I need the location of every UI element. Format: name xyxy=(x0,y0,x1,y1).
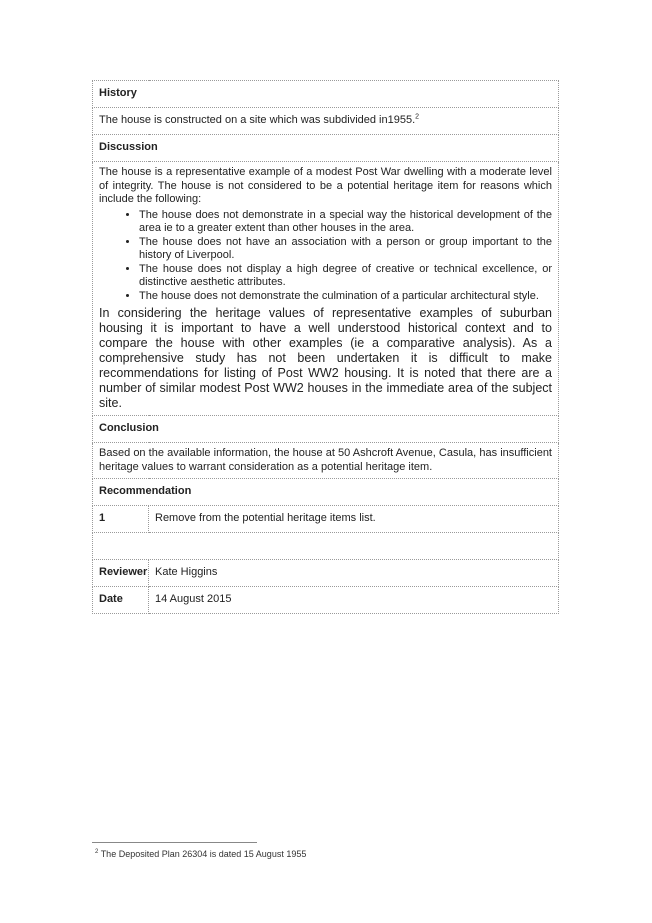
footnote-marker: 2 xyxy=(95,849,99,855)
recommendation-number: 1 xyxy=(93,506,149,533)
discussion-closing: In considering the heritage values of representative examples of suburban housing it is important to have a well understood historical context and to compare the house with other examples (ie a comparative analysis). As a comprehensive study has not been undertaken it is difficult to make recommendations for listing of Post WW2 housing. It is noted that there are a number of similar modest Post WW2 houses in the immediate area of the subject site. xyxy=(99,306,552,410)
conclusion-heading: Conclusion xyxy=(93,416,559,443)
discussion-heading: Discussion xyxy=(93,135,559,162)
footnote-reference: 2 xyxy=(415,113,420,121)
history-heading: History xyxy=(93,81,559,108)
date-row xyxy=(93,587,559,614)
footnote-text: The Deposited Plan 26304 is dated 15 August 1955 xyxy=(100,849,307,859)
list-item: • The house does not have an association with a person or group important to the history of Liverpool. xyxy=(139,236,552,263)
conclusion-text: Based on the available information, the house at 50 Ashcroft Avenue, Casula, has insufficient heritage values to warrant consideration as a potential heritage item. xyxy=(93,443,559,479)
discussion-cell xyxy=(93,162,559,416)
conclusion-heading-row xyxy=(93,416,559,443)
list-item: • The house does not demonstrate the culmination of a particular architectural style. xyxy=(139,290,552,304)
date-value: 14 August 2015 xyxy=(149,587,559,614)
discussion-heading-row xyxy=(93,135,559,162)
spacer-row xyxy=(93,533,559,560)
reviewer-row xyxy=(93,560,559,587)
heritage-assessment-table xyxy=(92,80,559,614)
footnote-separator xyxy=(92,842,257,843)
list-item: • The house does not demonstrate in a special way the historical development of the area ie to a greater extent than other houses in the area. xyxy=(139,209,552,236)
conclusion-row xyxy=(93,443,559,479)
history-cell xyxy=(93,108,559,135)
date-label: Date xyxy=(93,587,149,614)
discussion-bullet-list xyxy=(99,209,552,304)
recommendation-heading: Recommendation xyxy=(93,479,559,506)
recommendation-text: Remove from the potential heritage items list. xyxy=(149,506,559,533)
discussion-row xyxy=(93,162,559,416)
history-row xyxy=(93,108,559,135)
history-heading-row xyxy=(93,81,559,108)
discussion-intro: The house is a representative example of a modest Post War dwelling with a moderate level of integrity. The house is not considered to be a potential heritage item for reasons which include the following: xyxy=(99,166,552,205)
list-item: • The house does not display a high degree of creative or technical excellence, or distinctive aesthetic attributes. xyxy=(139,263,552,290)
footnote xyxy=(95,849,306,859)
reviewer-label: Reviewer xyxy=(93,560,149,587)
spacer-cell xyxy=(93,533,559,560)
recommendation-heading-row xyxy=(93,479,559,506)
reviewer-value: Kate Higgins xyxy=(149,560,559,587)
history-text: The house is constructed on a site which was subdivided in1955. xyxy=(99,114,416,127)
recommendation-item-row xyxy=(93,506,559,533)
